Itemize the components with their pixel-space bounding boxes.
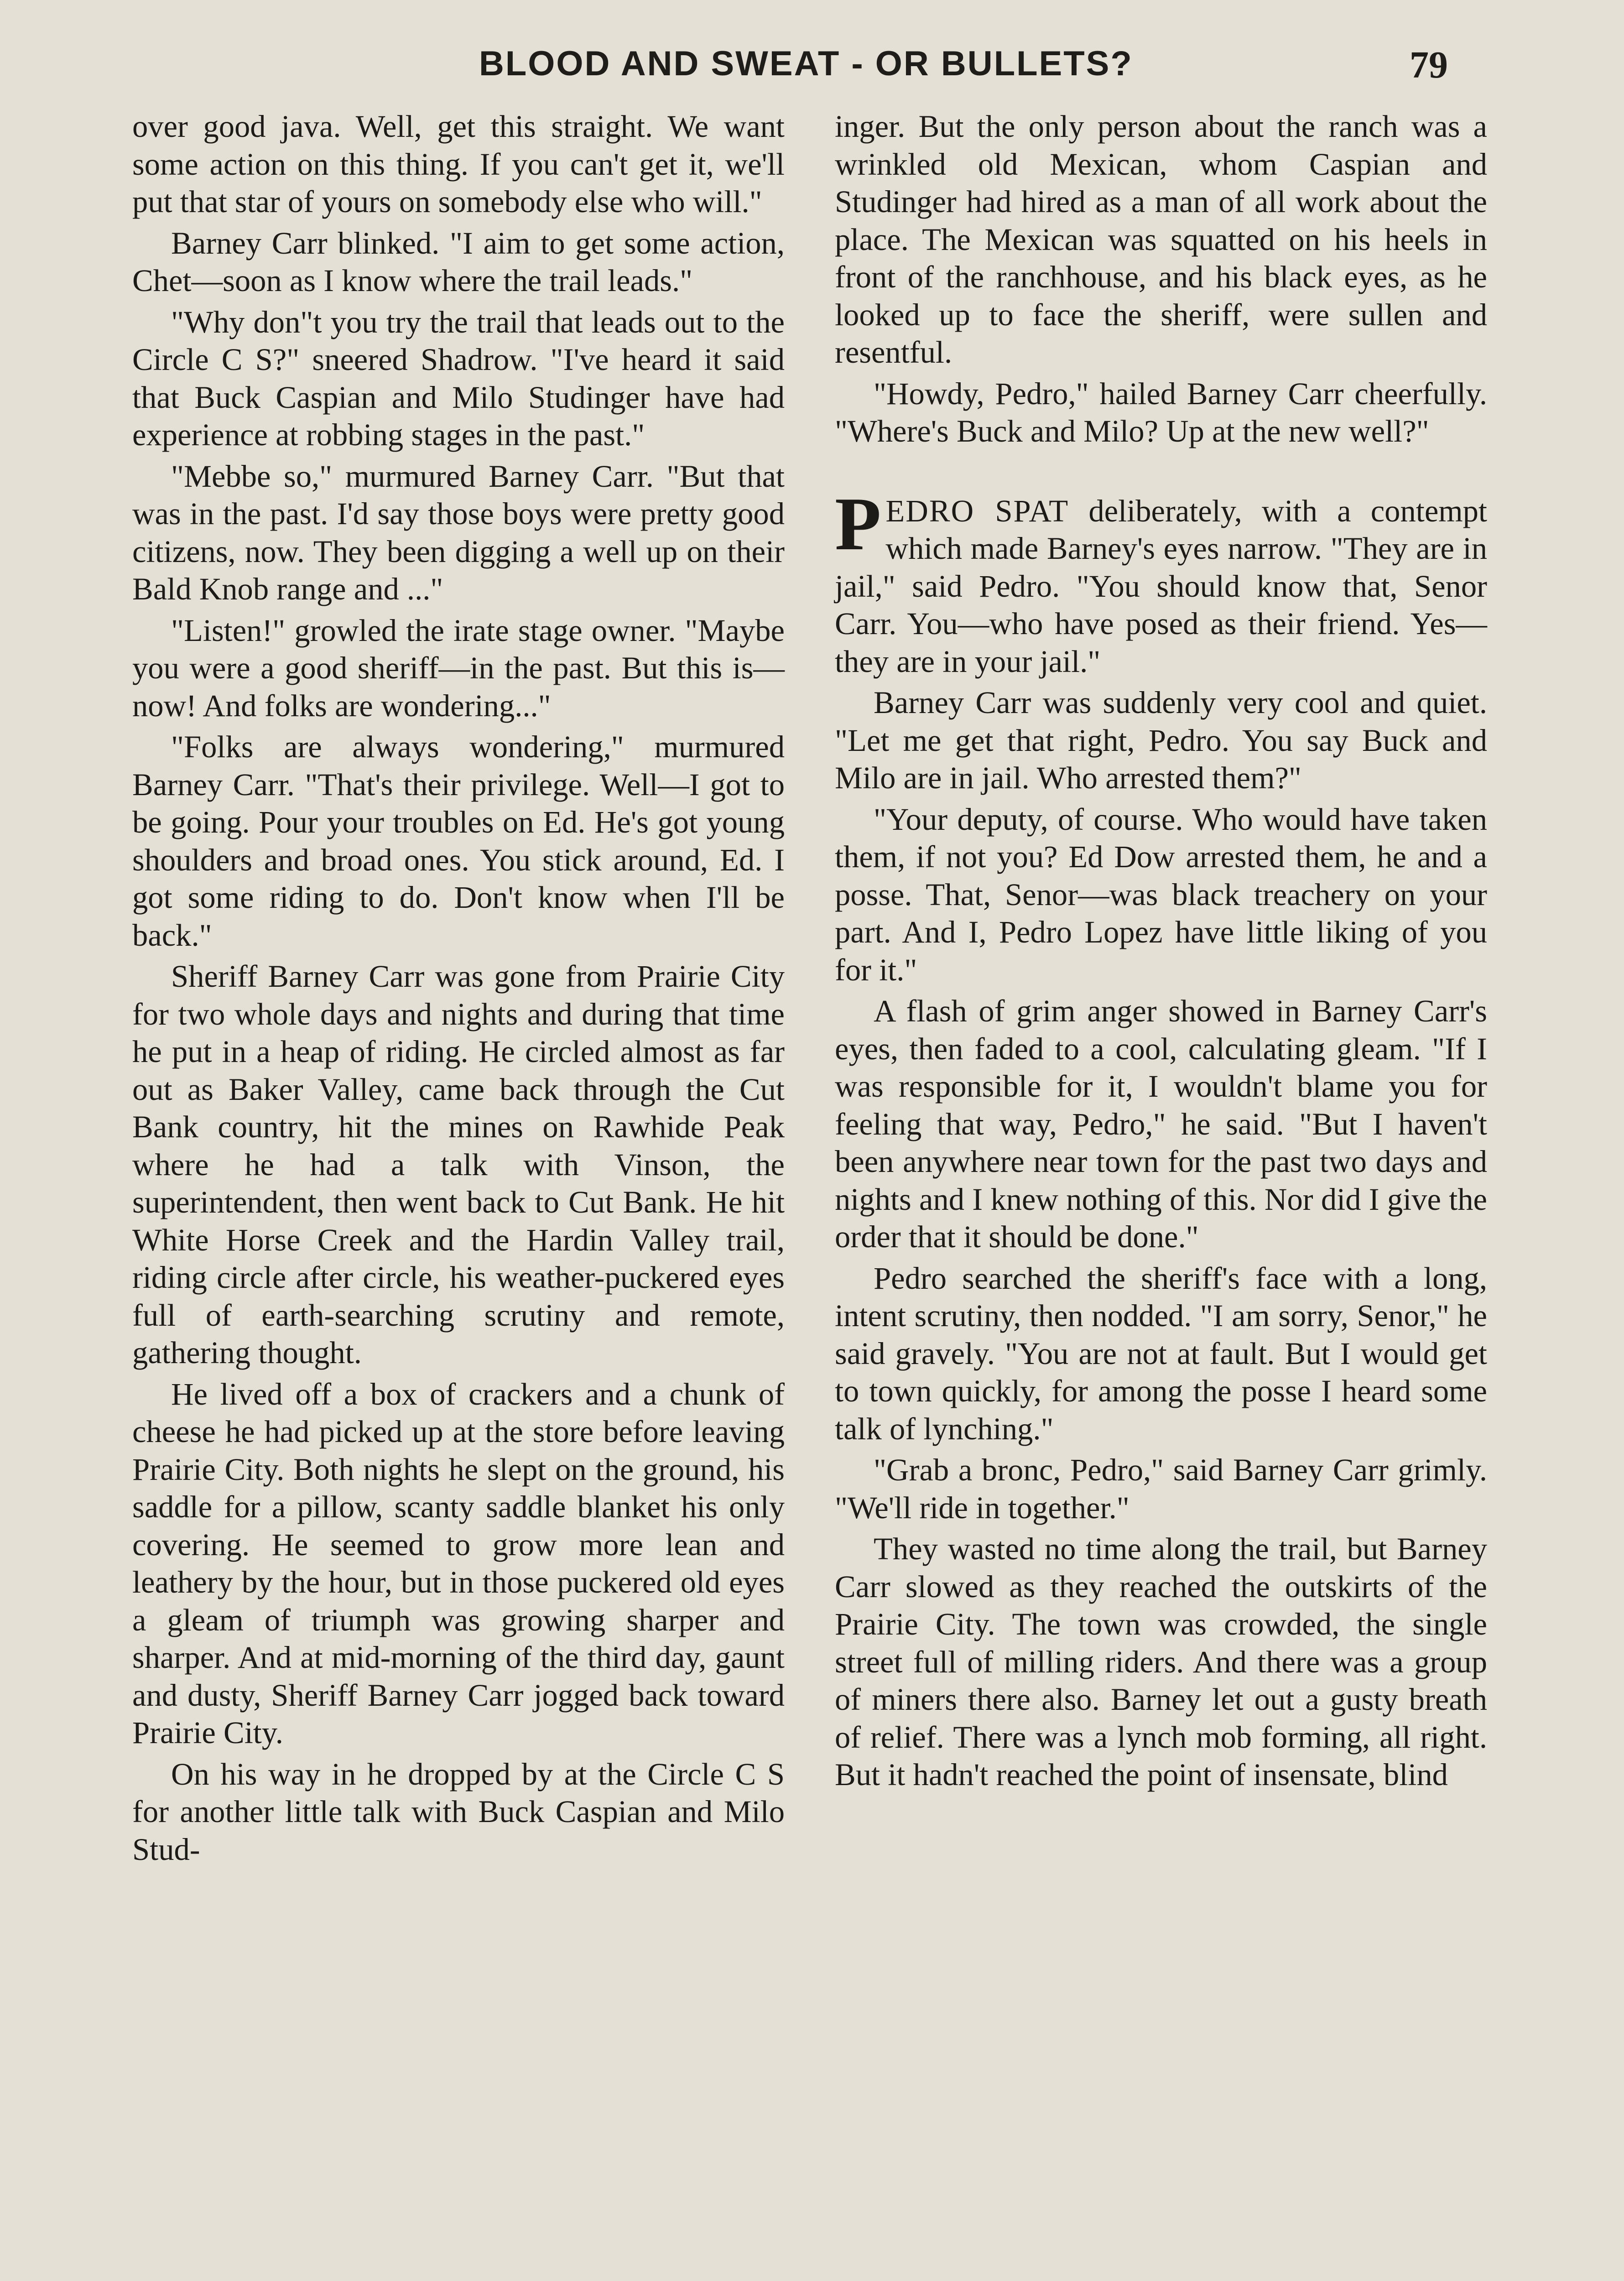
drop-cap: P — [835, 481, 881, 566]
section-opening-text: deliberately, with a contempt which made Barney's eyes narrow. "They are in jail," said Pedro. "You should know that, Senor Carr. You—who have posed as their friend. Yes—they are in your jail." — [835, 493, 1487, 679]
page-number: 79 — [1410, 44, 1448, 86]
page-header — [0, 44, 1624, 94]
paragraph: "Howdy, Pedro," hailed Barney Carr cheerfully. "Where's Buck and Milo? Up at the new well?" — [835, 376, 1487, 448]
paragraph: Sheriff Barney Carr was gone from Prairie City for two whole days and nights and during that time he put in a heap of riding. He circled almost as far out as Baker Valley, came back through the Cut Bank country, hit the mines on Rawhide Peak where he had a talk with Vinson, the superintendent, then went back to Cut Bank. He hit White Horse Creek and the Hardin Valley trail, riding circle after circle, his weather-puckered eyes full of earth-searching scrutiny and remote, gathering thought. — [132, 959, 785, 1370]
running-head-title: BLOOD AND SWEAT - OR BULLETS? — [479, 44, 1133, 83]
section-lead-words: EDRO SPAT — [885, 493, 1069, 528]
paragraph: A flash of grim anger showed in Barney Carr's eyes, then faded to a cool, calculating gleam. "If I was responsible for it, I wouldn't blame you for feeling that way, Pedro," he said. "But I haven't been anywhere near town for the past two days and nights and I knew nothing of this. Nor did I give the order that it should be done." — [835, 994, 1487, 1254]
paragraph: over good java. Well, get this straight. We want some action on this thing. If you can't get it, we'll put that star of yours on somebody else who will." — [132, 109, 785, 219]
paragraph: On his way in he dropped by at the Circle C S for another little talk with Buck Caspian and Milo Stud- — [132, 1756, 785, 1867]
right-column — [835, 108, 1487, 1797]
paragraph: "Mebbe so," murmured Barney Carr. "But that was in the past. I'd say those boys were pretty good citizens, now. They been digging a well up on their Bald Knob range and ..." — [132, 458, 785, 606]
paragraph: "Grab a bronc, Pedro," said Barney Carr grimly. "We'll ride in together." — [835, 1453, 1487, 1525]
paragraph: Pedro searched the sheriff's face with a long, intent scrutiny, then nodded. "I am sorry, Senor," he said gravely. "You are not at fault. But I would get to town quickly, for among the posse I heard some talk of lynching." — [835, 1260, 1487, 1446]
paragraph: "Folks are always wondering," murmured Barney Carr. "That's their privilege. Well—I got to be going. Pour your troubles on Ed. He's got young shoulders and broad ones. You stick around, Ed. I got some riding to do. Don't know when I'll be back." — [132, 729, 785, 953]
paragraph: inger. But the only person about the ranch was a wrinkled old Mexican, whom Caspian and Studinger had hired as a man of all work about the place. The Mexican was squatted on his heels in front of the ranchhouse, and his black eyes, as he looked up to face the sheriff, were sullen and resentful. — [835, 109, 1487, 370]
paragraph: "Why don"t you try the trail that leads out to the Circle C S?" sneered Shadrow. "I've heard it said that Buck Caspian and Milo Studinger have had experience at robbing stages in the past." — [132, 304, 785, 452]
paragraph: Barney Carr blinked. "I aim to get some action, Chet—soon as I know where the trail leads." — [132, 225, 785, 298]
paragraph: "Listen!" growled the irate stage owner. "Maybe you were a good sheriff—in the past. But this is—now! And folks are wondering..." — [132, 613, 785, 723]
paragraph: "Your deputy, of course. Who would have taken them, if not you? Ed Dow arrested them, he and a posse. That, Senor—was black treachery on your part. And I, Pedro Lopez have little liking of you for it." — [835, 802, 1487, 987]
paragraph: He lived off a box of crackers and a chunk of cheese he had picked up at the store before leaving Prairie City. Both nights he slept on the ground, his saddle for a pillow, scanty saddle blanket his only covering. He seemed to grow more lean and leathery by the hour, but in those puckered old eyes a gleam of triumph was growing sharper and sharper. And at mid-morning of the third day, gaunt and dusty, Sheriff Barney Carr jogged back toward Prairie City. — [132, 1376, 785, 1750]
paragraph: They wasted no time along the trail, but Barney Carr slowed as they reached the outskirts of the Prairie City. The town was crowded, the single street full of milling riders. And there was a group of miners there also. Barney let out a gusty breath of relief. There was a lynch mob forming, all right. But it hadn't reached the point of insensate, blind — [835, 1531, 1487, 1792]
section-opening-paragraph — [835, 481, 1487, 681]
left-column — [132, 108, 785, 1872]
paragraph: Barney Carr was suddenly very cool and quiet. "Let me get that right, Pedro. You say Buck and Milo are in jail. Who arrested them?" — [835, 685, 1487, 795]
